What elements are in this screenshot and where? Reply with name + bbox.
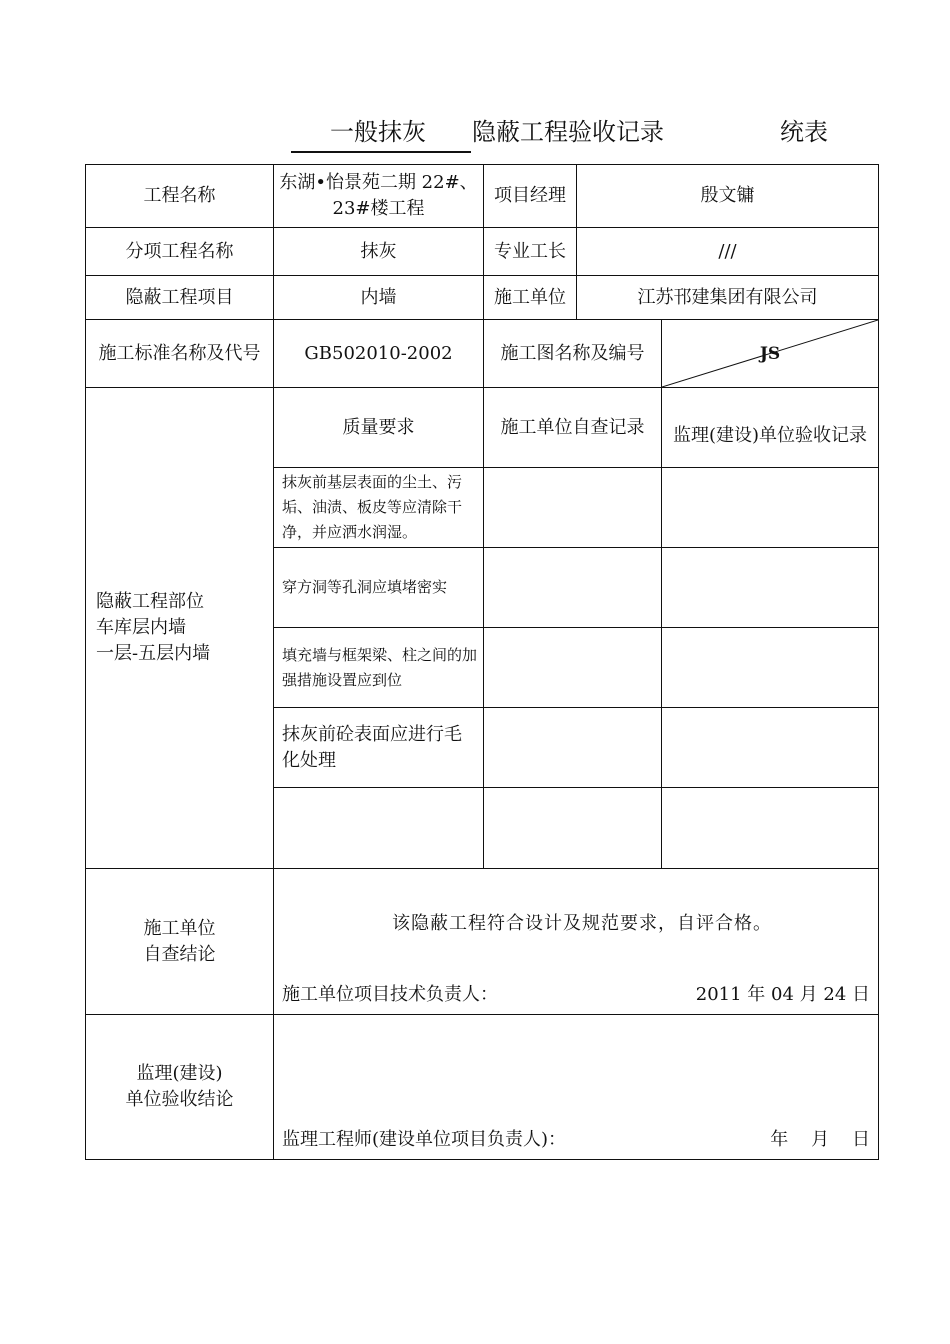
- self-conclusion-signer: 施工单位项目技术负责人：: [282, 984, 498, 1005]
- requirement-text-empty: [274, 788, 484, 869]
- project-name-label: 工程名称: [86, 165, 274, 228]
- self-conclusion-label: [86, 869, 274, 1015]
- form-title-part3: 统表: [780, 118, 828, 146]
- foreman-label: 专业工长: [484, 228, 577, 276]
- col-quality-header: 质量要求: [274, 388, 484, 468]
- self-conclusion-label-line1: 施工单位: [143, 917, 216, 939]
- row-self-conclusion: [86, 869, 879, 1015]
- supervision-conclusion-label: [86, 1015, 274, 1160]
- hidden-item-value: 内墙: [274, 276, 484, 320]
- supervision-conclusion-content[interactable]: [274, 1015, 879, 1160]
- hidden-location-line1: 隐蔽工程部位: [96, 591, 204, 612]
- supervision-date: 年 月 日: [770, 1129, 870, 1150]
- requirement-text: 抹灰前基层表面的尘土、污垢、油渍、板皮等应清除干净，并应洒水润湿。: [274, 468, 484, 548]
- self-check-cell[interactable]: [484, 708, 662, 788]
- self-conclusion-date: 2011 年 04 月 24 日: [695, 984, 870, 1005]
- hidden-item-label: 隐蔽工程项目: [86, 276, 274, 320]
- project-name-line2: 23#楼工程: [332, 198, 425, 219]
- row-inspection-header: [86, 388, 879, 468]
- row-subitem: [86, 228, 879, 276]
- self-check-cell[interactable]: [484, 548, 662, 628]
- row-hidden-item: [86, 276, 879, 320]
- requirement-text: 填充墙与框架梁、柱之间的加强措施设置应到位: [274, 628, 484, 708]
- self-conclusion-text: 该隐蔽工程符合设计及规范要求，自评合格。: [392, 913, 772, 934]
- subitem-value: 抹灰: [274, 228, 484, 276]
- row-standard: [86, 320, 879, 388]
- supervision-cell[interactable]: [662, 548, 879, 628]
- hidden-location-line3: 一层-五层内墙: [96, 643, 211, 664]
- supervision-cell[interactable]: [662, 708, 879, 788]
- requirement-text: 穿方洞等孔洞应填堵密实: [274, 548, 484, 628]
- hidden-location-line2: 车库层内墙: [96, 617, 186, 638]
- self-check-cell[interactable]: [484, 468, 662, 548]
- form-title-part1: 一般抹灰: [330, 118, 426, 146]
- supervision-signer: 监理工程师(建设单位项目负责人)：: [282, 1129, 567, 1150]
- standard-value: GB502010-2002: [274, 320, 484, 388]
- requirement-text: 抹灰前砼表面应进行毛化处理: [274, 708, 484, 788]
- self-conclusion-content: [274, 869, 879, 1015]
- self-conclusion-label-line2: 自查结论: [143, 943, 216, 965]
- standard-label: 施工标准名称及代号: [86, 320, 274, 388]
- contractor-label: 施工单位: [484, 276, 577, 320]
- project-manager-value: 殷文镛: [577, 165, 879, 228]
- hidden-location-cell: [86, 388, 274, 869]
- subitem-label: 分项工程名称: [86, 228, 274, 276]
- self-check-cell[interactable]: [484, 628, 662, 708]
- foreman-value: ///: [577, 228, 879, 276]
- supervision-cell[interactable]: [662, 468, 879, 548]
- supervision-conclusion-label-line1: 监理(建设): [136, 1063, 223, 1084]
- contractor-value: 江苏邗建集团有限公司: [577, 276, 879, 320]
- drawing-label: 施工图名称及编号: [484, 320, 662, 388]
- supervision-cell[interactable]: [662, 788, 879, 869]
- project-manager-label: 项目经理: [484, 165, 577, 228]
- drawing-value: JS: [759, 343, 781, 364]
- col-self-check-header: 施工单位自查记录: [484, 388, 662, 468]
- project-name-line1: 东湖•怡景苑二期 22#、: [279, 172, 478, 193]
- title-underline: [291, 151, 471, 153]
- project-name-value: [274, 165, 484, 228]
- drawing-value-cell: [662, 320, 879, 388]
- acceptance-record-table: [85, 164, 879, 1160]
- row-project-name: [86, 165, 879, 228]
- form-title-part2: 隐蔽工程验收记录: [472, 118, 664, 146]
- col-supervision-header: 监理(建设)单位验收记录: [662, 388, 879, 468]
- self-check-cell[interactable]: [484, 788, 662, 869]
- supervision-cell[interactable]: [662, 628, 879, 708]
- supervision-conclusion-label-line2: 单位验收结论: [125, 1089, 234, 1110]
- row-supervision-conclusion: [86, 1015, 879, 1160]
